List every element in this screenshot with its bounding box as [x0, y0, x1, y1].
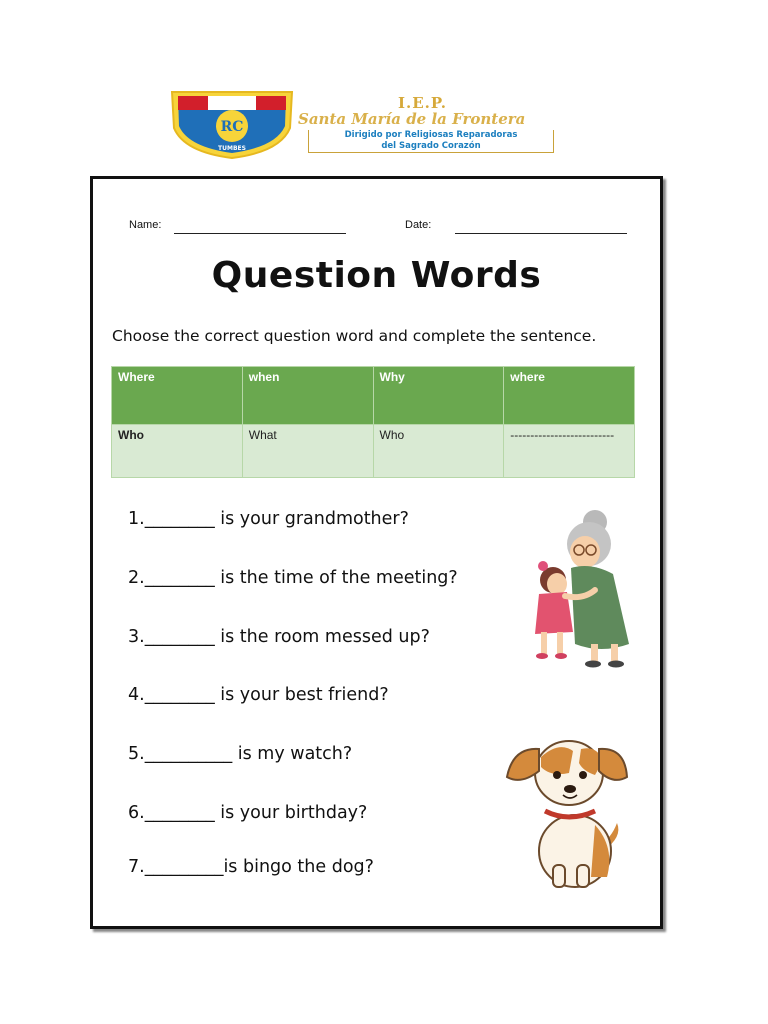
worksheet-title: Question Words: [211, 255, 542, 296]
school-subtitle-line1: Dirigido por Religiosas Reparadoras: [344, 130, 518, 140]
word-bank-row: [112, 425, 635, 478]
school-iep: I.E.P.: [398, 94, 447, 112]
question-item[interactable]: 2.________ is the time of the meeting?: [128, 568, 458, 588]
question-item[interactable]: 3.________ is the room messed up?: [128, 627, 430, 647]
word-bank-cell: Who: [112, 425, 243, 478]
word-bank-cell: Why: [373, 367, 504, 425]
word-bank-cell: What: [242, 425, 373, 478]
question-item[interactable]: 1.________ is your grandmother?: [128, 509, 409, 529]
word-bank-cell: Who: [373, 425, 504, 478]
school-header: [168, 86, 568, 162]
question-item[interactable]: 5.__________ is my watch?: [128, 744, 353, 764]
question-item[interactable]: 4.________ is your best friend?: [128, 685, 389, 705]
word-bank-table: [111, 366, 635, 478]
word-bank-cell: --------------------------: [504, 425, 635, 478]
word-bank-cell: where: [504, 367, 635, 425]
date-label: Date:: [405, 219, 432, 231]
instruction-text: Choose the correct question word and complete the sentence.: [112, 327, 597, 345]
puppy-dog-illustration: [499, 727, 629, 892]
worksheet: [90, 176, 663, 929]
name-label: Name:: [129, 219, 162, 231]
word-bank-cell: Where: [112, 367, 243, 425]
school-subtitle-line2: del Sagrado Corazón: [381, 141, 481, 151]
word-bank-cell: when: [242, 367, 373, 425]
school-name: Santa María de la Frontera: [298, 110, 526, 128]
question-item[interactable]: 6.________ is your birthday?: [128, 803, 368, 823]
svg-text:RC: RC: [220, 119, 244, 135]
question-item[interactable]: 7._________is bingo the dog?: [128, 857, 374, 877]
grandmother-girl-illustration: [521, 504, 641, 674]
name-line[interactable]: [174, 233, 346, 234]
school-crest-logo: [168, 86, 296, 160]
date-line[interactable]: [455, 233, 627, 234]
school-subtitle: [308, 130, 554, 153]
word-bank-row: [112, 367, 635, 425]
svg-text:TUMBES: TUMBES: [218, 145, 246, 152]
